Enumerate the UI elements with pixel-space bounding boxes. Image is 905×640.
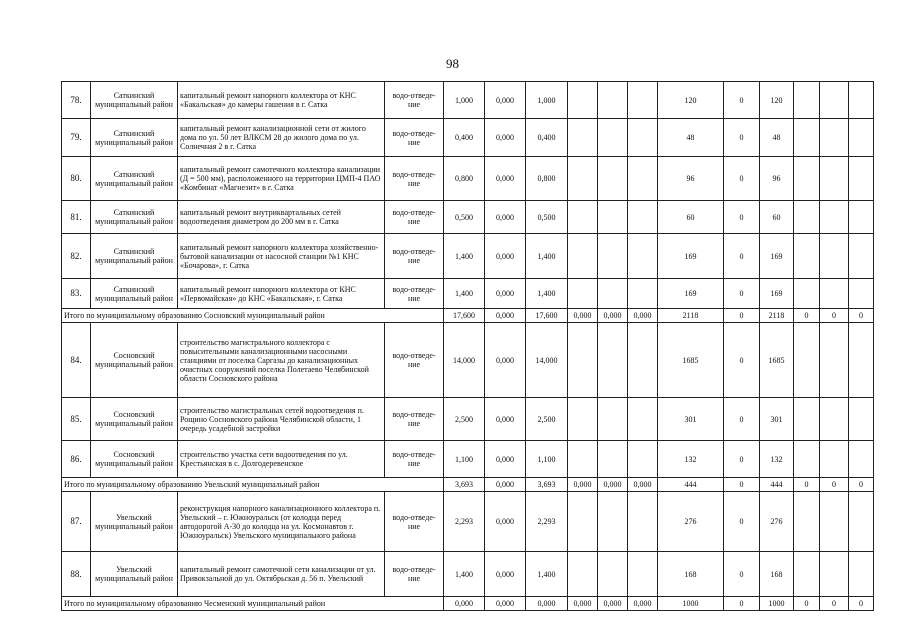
value-cell	[849, 279, 874, 309]
value-cell: 0	[724, 323, 760, 398]
total-value-cell: 0	[820, 309, 849, 323]
value-cell	[598, 234, 628, 279]
value-cell	[568, 279, 598, 309]
type-cell: водо-отведе-ние	[385, 119, 444, 157]
total-value-cell: 1000	[760, 597, 794, 611]
row-number: 88.	[62, 552, 91, 597]
total-value-cell: 0	[724, 597, 760, 611]
value-cell: 132	[658, 441, 724, 478]
value-cell	[628, 492, 658, 552]
value-cell: 169	[658, 279, 724, 309]
value-cell: 0,000	[485, 201, 526, 234]
value-cell	[568, 441, 598, 478]
value-cell: 0	[724, 441, 760, 478]
total-value-cell: 0,000	[598, 309, 628, 323]
value-cell: 169	[760, 234, 794, 279]
total-value-cell: 0,000	[568, 309, 598, 323]
row-number: 82.	[62, 234, 91, 279]
value-cell	[598, 82, 628, 119]
row-number: 80.	[62, 157, 91, 201]
value-cell: 0,000	[485, 157, 526, 201]
value-cell	[568, 398, 598, 441]
value-cell	[794, 398, 820, 441]
description-cell: капитальный ремонт самотечного коллектора канализации (Д = 500 мм), расположенного на территории ЦМП-4 ПАО «Комбинат «Магнезит» в г. Сатка	[178, 157, 385, 201]
value-cell: 301	[658, 398, 724, 441]
value-cell	[849, 441, 874, 478]
table-row	[62, 119, 874, 157]
total-value-cell: 0,000	[598, 478, 628, 492]
total-value-cell: 0,000	[485, 478, 526, 492]
value-cell	[794, 234, 820, 279]
value-cell	[598, 552, 628, 597]
total-value-cell: 0,000	[598, 597, 628, 611]
row-number: 83.	[62, 279, 91, 309]
value-cell: 14,000	[526, 323, 568, 398]
table-row	[62, 398, 874, 441]
value-cell	[628, 157, 658, 201]
value-cell: 2,500	[444, 398, 485, 441]
value-cell: 1685	[658, 323, 724, 398]
total-value-cell: 0,000	[485, 597, 526, 611]
total-row	[62, 478, 874, 492]
total-value-cell: 0	[794, 309, 820, 323]
value-cell	[849, 157, 874, 201]
district-cell: Увельский муниципальный район	[91, 552, 178, 597]
value-cell	[820, 201, 849, 234]
value-cell: 1685	[760, 323, 794, 398]
value-cell: 0,800	[526, 157, 568, 201]
value-cell	[820, 82, 849, 119]
value-cell: 0,000	[485, 119, 526, 157]
description-cell: капитальный ремонт канализационной сети от жилого дома по ул. 50 лет ВЛКСМ 28 до жилого дома по ул. Солнечная 2 в г. Сатка	[178, 119, 385, 157]
total-value-cell: 0	[820, 597, 849, 611]
value-cell	[598, 157, 628, 201]
value-cell: 0,000	[485, 234, 526, 279]
value-cell	[849, 492, 874, 552]
value-cell	[849, 82, 874, 119]
description-cell: реконструкция напорного канализационного коллектора п. Увельский – г. Южноуральск (от колодца перед автодорогой А-30 до колодца на ул. Космонавтов г. Южноуральск) Увельского муниципального района	[178, 492, 385, 552]
table-row	[62, 492, 874, 552]
type-cell: водо-отведе-ние	[385, 157, 444, 201]
value-cell	[568, 82, 598, 119]
value-cell: 0,000	[485, 492, 526, 552]
value-cell	[598, 398, 628, 441]
value-cell	[628, 201, 658, 234]
value-cell	[820, 552, 849, 597]
total-label: Итого по муниципальному образованию Увельский муниципальный район	[62, 478, 444, 492]
type-cell: водо-отведе-ние	[385, 323, 444, 398]
district-cell: Саткинский муниципальный район	[91, 82, 178, 119]
value-cell	[628, 82, 658, 119]
value-cell	[568, 119, 598, 157]
value-cell: 0,800	[444, 157, 485, 201]
value-cell: 0,000	[485, 323, 526, 398]
investment-table	[61, 81, 874, 611]
value-cell	[820, 441, 849, 478]
value-cell	[820, 398, 849, 441]
value-cell	[820, 492, 849, 552]
value-cell	[849, 119, 874, 157]
district-cell: Саткинский муниципальный район	[91, 157, 178, 201]
total-value-cell: 0	[849, 597, 874, 611]
table-row	[62, 279, 874, 309]
value-cell: 132	[760, 441, 794, 478]
district-cell: Сосновский муниципальный район	[91, 398, 178, 441]
description-cell: строительство магистрального коллектора с повысительными канализационными насосными станциями от поселка Саргазы до канализационных очистных сооружений поселка Полетаево Челябинской области Сосновского района	[178, 323, 385, 398]
total-value-cell: 0,000	[444, 597, 485, 611]
value-cell: 301	[760, 398, 794, 441]
value-cell: 1,400	[444, 552, 485, 597]
total-value-cell: 0	[724, 309, 760, 323]
value-cell: 276	[658, 492, 724, 552]
value-cell: 14,000	[444, 323, 485, 398]
value-cell	[628, 398, 658, 441]
total-row	[62, 597, 874, 611]
district-cell: Сосновский муниципальный район	[91, 441, 178, 478]
value-cell: 0	[724, 201, 760, 234]
value-cell	[628, 234, 658, 279]
total-value-cell: 0	[820, 478, 849, 492]
type-cell: водо-отведе-ние	[385, 82, 444, 119]
value-cell	[794, 201, 820, 234]
description-cell: строительство магистральных сетей водоотведения п. Рощино Сосновского района Челябинской области, 1 очередь усадебной застройки	[178, 398, 385, 441]
value-cell	[628, 441, 658, 478]
value-cell: 0	[724, 157, 760, 201]
value-cell	[820, 279, 849, 309]
row-number: 79.	[62, 119, 91, 157]
total-value-cell: 0,000	[628, 478, 658, 492]
total-value-cell: 17,600	[444, 309, 485, 323]
value-cell: 2,500	[526, 398, 568, 441]
total-value-cell: 0,000	[526, 597, 568, 611]
value-cell	[794, 119, 820, 157]
value-cell	[598, 201, 628, 234]
value-cell	[849, 323, 874, 398]
value-cell: 1,000	[526, 82, 568, 119]
table-row	[62, 157, 874, 201]
value-cell: 1,400	[444, 279, 485, 309]
value-cell: 60	[760, 201, 794, 234]
total-value-cell: 0	[794, 597, 820, 611]
value-cell: 0,000	[485, 441, 526, 478]
value-cell	[598, 323, 628, 398]
value-cell: 0	[724, 234, 760, 279]
district-cell: Увельский муниципальный район	[91, 492, 178, 552]
value-cell	[628, 552, 658, 597]
value-cell: 1,400	[526, 234, 568, 279]
total-label: Итого по муниципальному образованию Сосновский муниципальный район	[62, 309, 444, 323]
value-cell	[628, 119, 658, 157]
value-cell	[820, 157, 849, 201]
value-cell	[794, 552, 820, 597]
total-value-cell: 0,000	[628, 597, 658, 611]
value-cell	[820, 119, 849, 157]
value-cell: 48	[760, 119, 794, 157]
description-cell: строительство участка сети водоотведения по ул. Крестьянская в с. Долгодеревенское	[178, 441, 385, 478]
district-cell: Саткинский муниципальный район	[91, 201, 178, 234]
row-number: 81.	[62, 201, 91, 234]
value-cell	[820, 234, 849, 279]
total-value-cell: 0	[849, 309, 874, 323]
description-cell: капитальный ремонт самотечной сети канализации от ул. Привокзальной до ул. Октябрьская д. 56 п. Увельский	[178, 552, 385, 597]
row-number: 87.	[62, 492, 91, 552]
value-cell: 168	[658, 552, 724, 597]
type-cell: водо-отведе-ние	[385, 234, 444, 279]
table-row	[62, 82, 874, 119]
value-cell	[568, 201, 598, 234]
description-cell: капитальный ремонт напорного коллектора хозяйственно-бытовой канализации от насосной станции №1 КНС «Бочарова», г. Сатка	[178, 234, 385, 279]
value-cell: 0	[724, 279, 760, 309]
total-value-cell: 444	[658, 478, 724, 492]
value-cell: 2,293	[444, 492, 485, 552]
type-cell: водо-отведе-ние	[385, 492, 444, 552]
value-cell	[568, 157, 598, 201]
value-cell: 1,100	[444, 441, 485, 478]
page-number: 98	[446, 56, 459, 71]
value-cell: 0,000	[485, 82, 526, 119]
total-value-cell: 0	[794, 478, 820, 492]
value-cell	[794, 279, 820, 309]
total-value-cell: 0,000	[485, 309, 526, 323]
value-cell: 120	[760, 82, 794, 119]
total-label: Итого по муниципальному образованию Чесменский муниципальный район	[62, 597, 444, 611]
type-cell: водо-отведе-ние	[385, 279, 444, 309]
value-cell	[568, 234, 598, 279]
district-cell: Сосновский муниципальный район	[91, 323, 178, 398]
total-value-cell: 0,000	[568, 597, 598, 611]
value-cell: 0	[724, 119, 760, 157]
table-row	[62, 441, 874, 478]
description-cell: капитальный ремонт напорного коллектора от КНС «Первомайская» до КНС «Бакальская», г. Сатка	[178, 279, 385, 309]
total-value-cell: 0,000	[628, 309, 658, 323]
value-cell	[628, 279, 658, 309]
value-cell	[598, 441, 628, 478]
total-value-cell: 0,000	[568, 478, 598, 492]
value-cell	[794, 157, 820, 201]
value-cell: 1,000	[444, 82, 485, 119]
value-cell: 276	[760, 492, 794, 552]
total-value-cell: 444	[760, 478, 794, 492]
value-cell	[820, 323, 849, 398]
total-value-cell: 17,600	[526, 309, 568, 323]
value-cell	[568, 492, 598, 552]
value-cell: 48	[658, 119, 724, 157]
table-row	[62, 201, 874, 234]
value-cell	[794, 441, 820, 478]
value-cell: 2,293	[526, 492, 568, 552]
value-cell: 96	[658, 157, 724, 201]
value-cell: 168	[760, 552, 794, 597]
total-row	[62, 309, 874, 323]
value-cell: 0,000	[485, 552, 526, 597]
value-cell	[598, 119, 628, 157]
value-cell: 60	[658, 201, 724, 234]
type-cell: водо-отведе-ние	[385, 398, 444, 441]
total-value-cell: 3,693	[526, 478, 568, 492]
value-cell	[794, 323, 820, 398]
total-value-cell: 1000	[658, 597, 724, 611]
value-cell: 120	[658, 82, 724, 119]
description-cell: капитальный ремонт внутриквартальных сетей водоотведения диаметром до 200 мм в г. Сатка	[178, 201, 385, 234]
district-cell: Саткинский муниципальный район	[91, 119, 178, 157]
type-cell: водо-отведе-ние	[385, 441, 444, 478]
value-cell	[794, 82, 820, 119]
value-cell: 0,400	[444, 119, 485, 157]
table-row	[62, 323, 874, 398]
value-cell	[598, 492, 628, 552]
value-cell: 96	[760, 157, 794, 201]
value-cell	[849, 201, 874, 234]
type-cell: водо-отведе-ние	[385, 201, 444, 234]
total-value-cell: 3,693	[444, 478, 485, 492]
table-body	[62, 82, 874, 611]
value-cell: 1,400	[444, 234, 485, 279]
row-number: 78.	[62, 82, 91, 119]
row-number: 86.	[62, 441, 91, 478]
value-cell	[628, 323, 658, 398]
value-cell	[849, 552, 874, 597]
value-cell: 0,500	[526, 201, 568, 234]
type-cell: водо-отведе-ние	[385, 552, 444, 597]
value-cell: 1,100	[526, 441, 568, 478]
value-cell	[849, 234, 874, 279]
district-cell: Саткинский муниципальный район	[91, 234, 178, 279]
total-value-cell: 0	[849, 478, 874, 492]
value-cell: 0,000	[485, 398, 526, 441]
table-row	[62, 552, 874, 597]
value-cell: 0	[724, 398, 760, 441]
total-value-cell: 0	[724, 478, 760, 492]
description-cell: капитальный ремонт напорного коллектора от КНС «Бакальская» до камеры гашения в г. Сатка	[178, 82, 385, 119]
row-number: 85.	[62, 398, 91, 441]
total-value-cell: 2118	[760, 309, 794, 323]
value-cell: 0	[724, 82, 760, 119]
value-cell: 169	[760, 279, 794, 309]
value-cell	[794, 492, 820, 552]
value-cell: 0,400	[526, 119, 568, 157]
total-value-cell: 2118	[658, 309, 724, 323]
value-cell: 0,500	[444, 201, 485, 234]
value-cell: 169	[658, 234, 724, 279]
value-cell	[598, 279, 628, 309]
value-cell: 1,400	[526, 552, 568, 597]
value-cell: 0	[724, 552, 760, 597]
value-cell: 0	[724, 492, 760, 552]
value-cell	[849, 398, 874, 441]
value-cell	[568, 552, 598, 597]
row-number: 84.	[62, 323, 91, 398]
table-row	[62, 234, 874, 279]
value-cell: 1,400	[526, 279, 568, 309]
district-cell: Саткинский муниципальный район	[91, 279, 178, 309]
value-cell	[568, 323, 598, 398]
value-cell: 0,000	[485, 279, 526, 309]
